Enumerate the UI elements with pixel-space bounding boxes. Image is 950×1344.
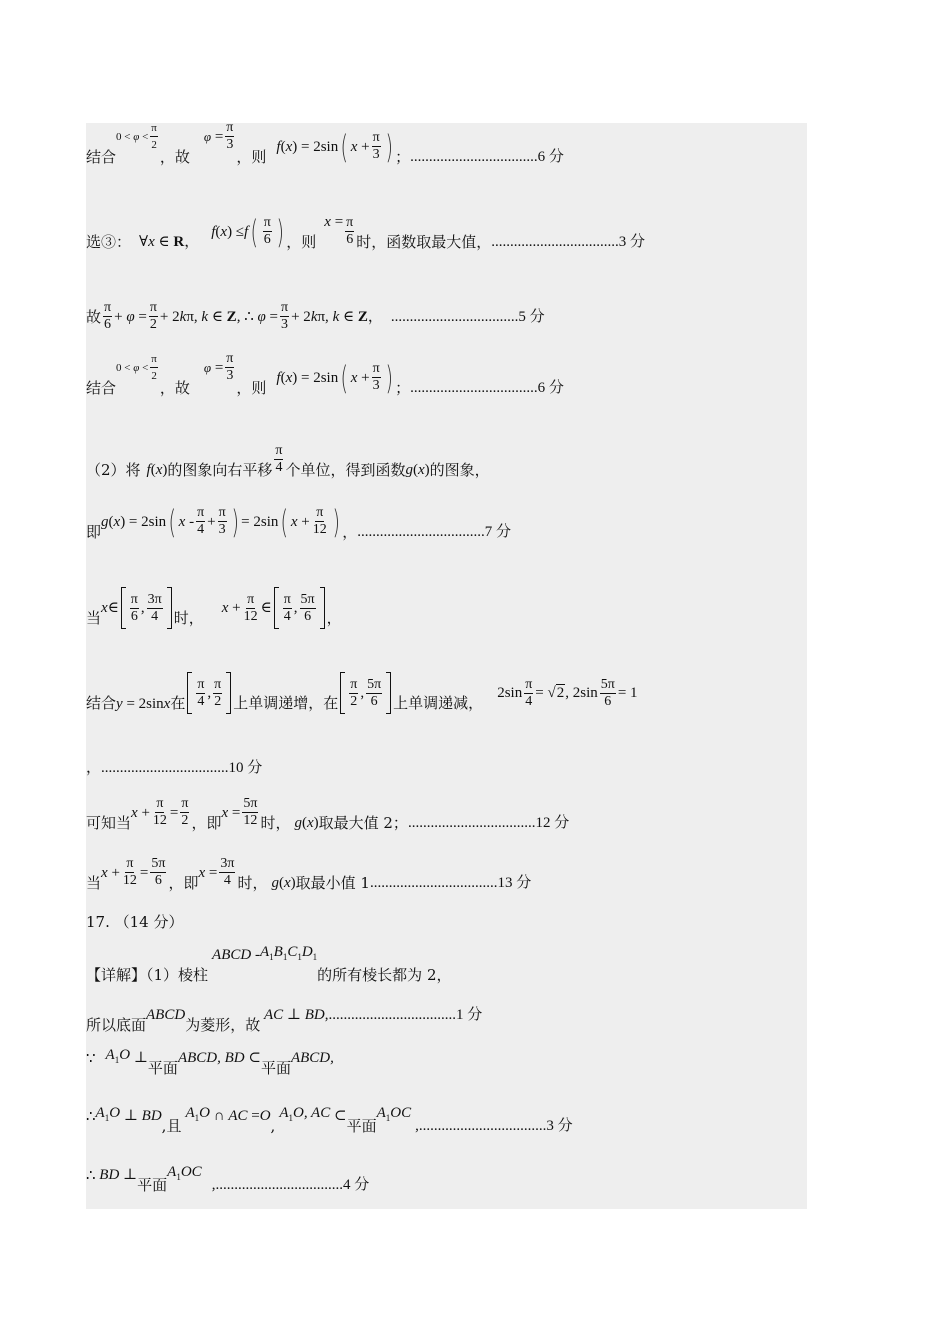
solution-line-11: 当 x + $\frac{\pi}{12}$ = $\frac{5\pi}{6}$ ，即 x = $\frac{3\pi}{4}$ 时， g ( x ) 取最小值 1 ..................................13 分: [86, 856, 532, 892]
solution-line-16: ∴ $A_1O$ ⊥ BD ,且 $A_1O$ ∩ AC = O , $A_1O$, AC ⊂ 平面 $A_1OC$ , ..................................3 分: [86, 1105, 573, 1135]
solution-line-3: 故 $\frac{\pi}{6}$ + φ = $\frac{\pi}{2}$ + 2kπ, k ∈ Z, ∴ φ = $\frac{\pi}{3}$ + 2kπ, k ∈ Z， ..................................5 分: [86, 300, 545, 332]
solution-line-8: 结合 y = 2sinx 在 $\frac{\pi}{4}$ , $\frac{\pi}{2}$ 上单调递增，在 $\frac{\pi}{2}$ , $\frac{5\pi}{6}$ 上单调递减， 2sin $\frac{\pi}{4}$ = √2, 2sin $\frac{5\pi}{6}$ = 1: [86, 672, 638, 714]
solution-line-17: ∴ BD ⊥ 平面 $A_1OC$ , ..................................4 分: [86, 1164, 370, 1194]
solution-line-9: ，..................................10 分: [86, 760, 263, 776]
solution-line-13: 【详解】（1）棱柱 ABCD - $A_1B_1C_1D_1$ 的所有棱长都为 2，: [86, 944, 452, 984]
solution-line-2: 选③： ∀x ∈ R， f ( x ) ≤ f ( $\frac{\pi}{6}$ ) ，则 x = $\frac{\pi}{6}$ 时，函数取最大值， ..................................3 分: [86, 212, 646, 251]
problem-17-heading: 17. （14 分）: [86, 913, 184, 931]
text: 结合: [86, 147, 117, 166]
solution-line-7: 当 x ∈ $\frac{\pi}{6}$ , $\frac{3\pi}{4}$ 时， x + $\frac{\pi}{12}$ ∈ $\frac{\pi}{4}$ , $\frac{5\pi}{6}$ ，: [86, 587, 342, 629]
solution-line-15: ∵ $A_1O$ ⊥ 平面 ABCD, BD ⊂ 平面 ABCD,: [86, 1047, 334, 1077]
solution-line-14: 所以底面 ABCD 为菱形，故 AC ⊥ BD , ..................................1 分: [86, 1007, 483, 1034]
solution-line-1: 结合 0 < φ < $\frac{\pi}{2}$ ，故 φ = $\frac{\pi}{3}$ ，则 f ( x ) = 2sin ( x + $\frac{\pi}{3}$ ) ； ..................................6 分: [86, 120, 564, 166]
solution-line-4: 结合 0 < φ < $\frac{\pi}{2}$ ，故 φ = $\frac{\pi}{3}$ ，则 f ( x ) = 2sin ( x + $\frac{\pi}{3}$ ) ； ..................................6 分: [86, 351, 564, 397]
solution-line-6: 即 g ( x ) = 2sin ( x - $\frac{\pi}{4}$ + $\frac{\pi}{3}$ ) = 2sin ( x + $\frac{\pi}{12}$ ) ， ..................................7 分: [86, 502, 512, 541]
solution-line-10: 可知当 x + $\frac{\pi}{12}$ = $\frac{\pi}{2}$ ，即 x = $\frac{5\pi}{12}$ 时， g ( x ) 取最大值 2； ..................................12 分: [86, 796, 570, 832]
solution-line-5: （2）将 f ( x ) 的图象向右平移 $\frac{\pi}{4}$ 个单位，得到函数 g ( x ) 的图象，: [86, 443, 490, 479]
